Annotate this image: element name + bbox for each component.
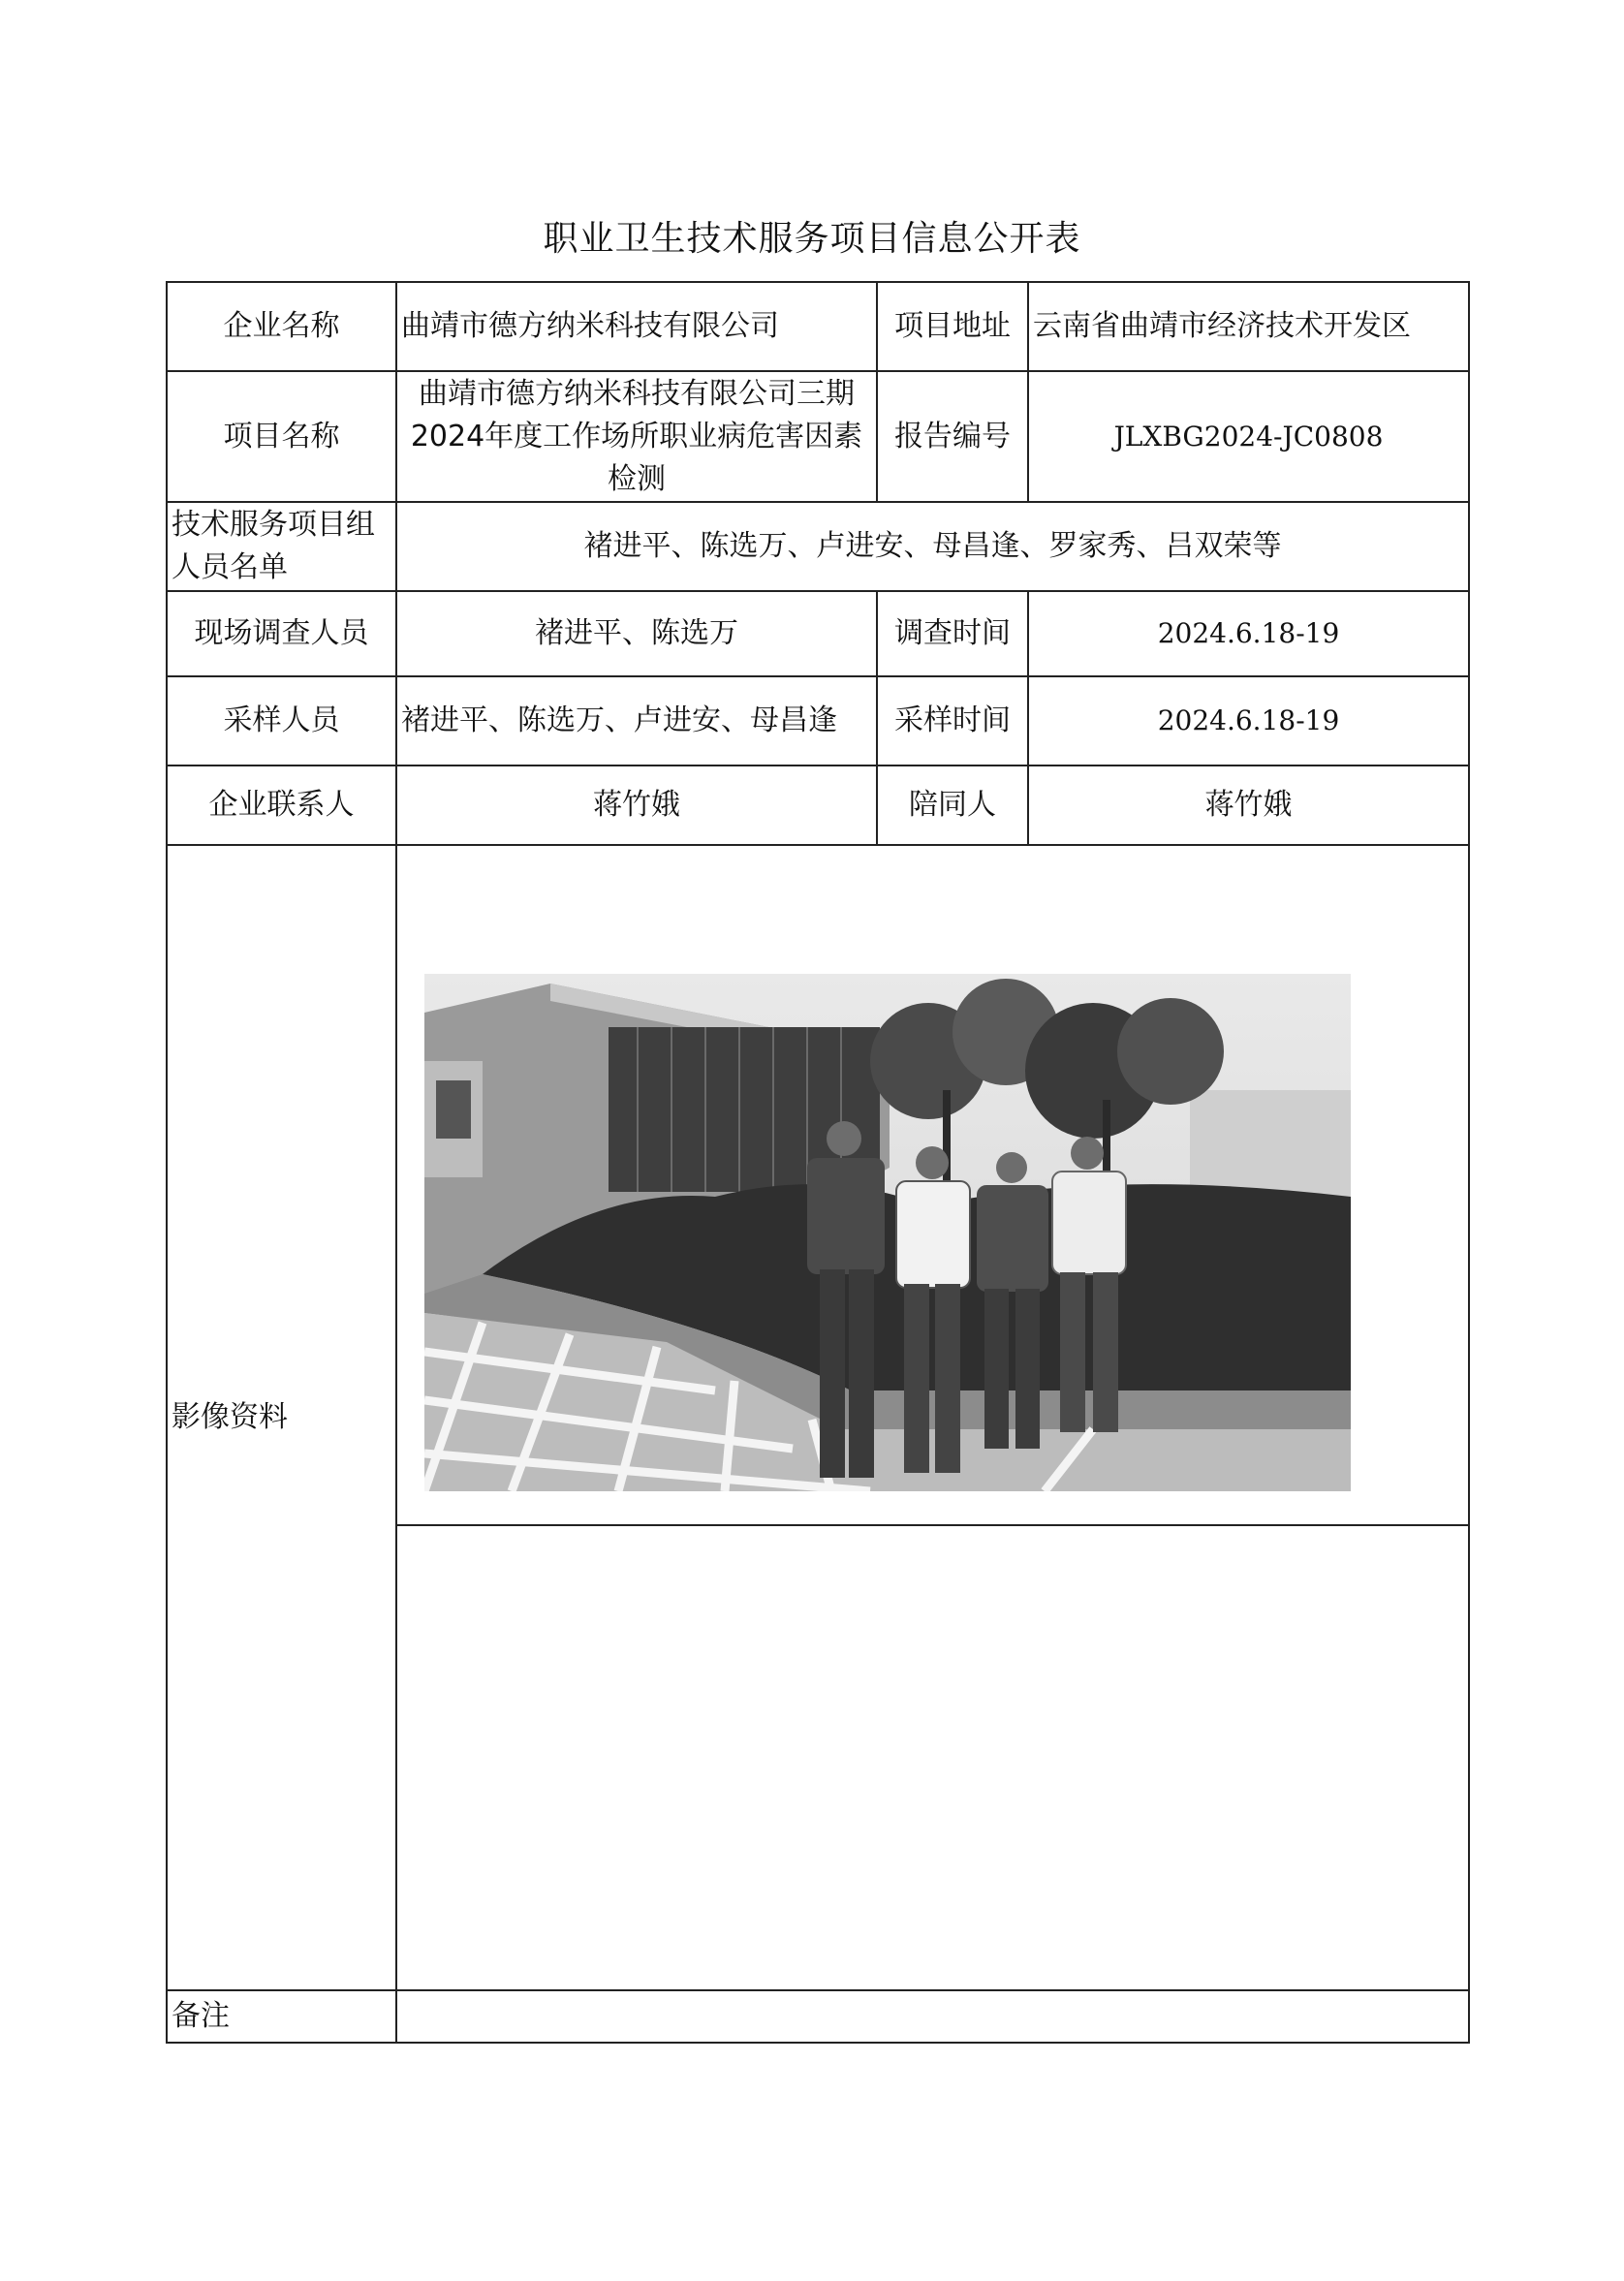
company-value: 曲靖市德方纳米科技有限公司 bbox=[396, 282, 877, 371]
team-label: 技术服务项目组人员名单 bbox=[167, 502, 396, 591]
site-photo bbox=[424, 974, 1351, 1491]
sampling-staff-value: 褚进平、陈选万、卢进安、母昌逢 bbox=[396, 676, 877, 766]
row-team bbox=[167, 502, 1469, 591]
sampling-time-value: 2024.6.18-19 bbox=[1028, 676, 1469, 766]
row-sampling bbox=[167, 676, 1469, 766]
sampling-time-label: 采样时间 bbox=[877, 676, 1028, 766]
survey-time-value: 2024.6.18-19 bbox=[1028, 591, 1469, 676]
escort-label: 陪同人 bbox=[877, 766, 1028, 845]
images-lower-area bbox=[397, 1524, 1468, 1989]
survey-time-label: 调查时间 bbox=[877, 591, 1028, 676]
survey-staff-label: 现场调查人员 bbox=[167, 591, 396, 676]
images-cell bbox=[396, 845, 1469, 1990]
row-survey bbox=[167, 591, 1469, 676]
remarks-value bbox=[396, 1990, 1469, 2043]
sampling-staff-label: 采样人员 bbox=[167, 676, 396, 766]
report-label: 报告编号 bbox=[877, 371, 1028, 502]
info-table bbox=[166, 281, 1470, 2044]
contact-label: 企业联系人 bbox=[167, 766, 396, 845]
row-contact bbox=[167, 766, 1469, 845]
project-value: 曲靖市德方纳米科技有限公司三期2024年度工作场所职业病危害因素检测 bbox=[396, 371, 877, 502]
address-label: 项目地址 bbox=[877, 282, 1028, 371]
row-company bbox=[167, 282, 1469, 371]
team-value: 褚进平、陈选万、卢进安、母昌逢、罗家秀、吕双荣等 bbox=[396, 502, 1469, 591]
project-label: 项目名称 bbox=[167, 371, 396, 502]
contact-value: 蒋竹娥 bbox=[396, 766, 877, 845]
report-value: JLXBG2024-JC0808 bbox=[1028, 371, 1469, 502]
address-value: 云南省曲靖市经济技术开发区 bbox=[1028, 282, 1469, 371]
images-label: 影像资料 bbox=[167, 845, 396, 1990]
row-project bbox=[167, 371, 1469, 502]
company-label: 企业名称 bbox=[167, 282, 396, 371]
remarks-label: 备注 bbox=[167, 1990, 396, 2043]
survey-staff-value: 褚进平、陈选万 bbox=[396, 591, 877, 676]
escort-value: 蒋竹娥 bbox=[1028, 766, 1469, 845]
row-remarks bbox=[167, 1990, 1469, 2043]
page-title: 职业卫生技术服务项目信息公开表 bbox=[543, 219, 1081, 259]
row-images bbox=[167, 845, 1469, 1990]
